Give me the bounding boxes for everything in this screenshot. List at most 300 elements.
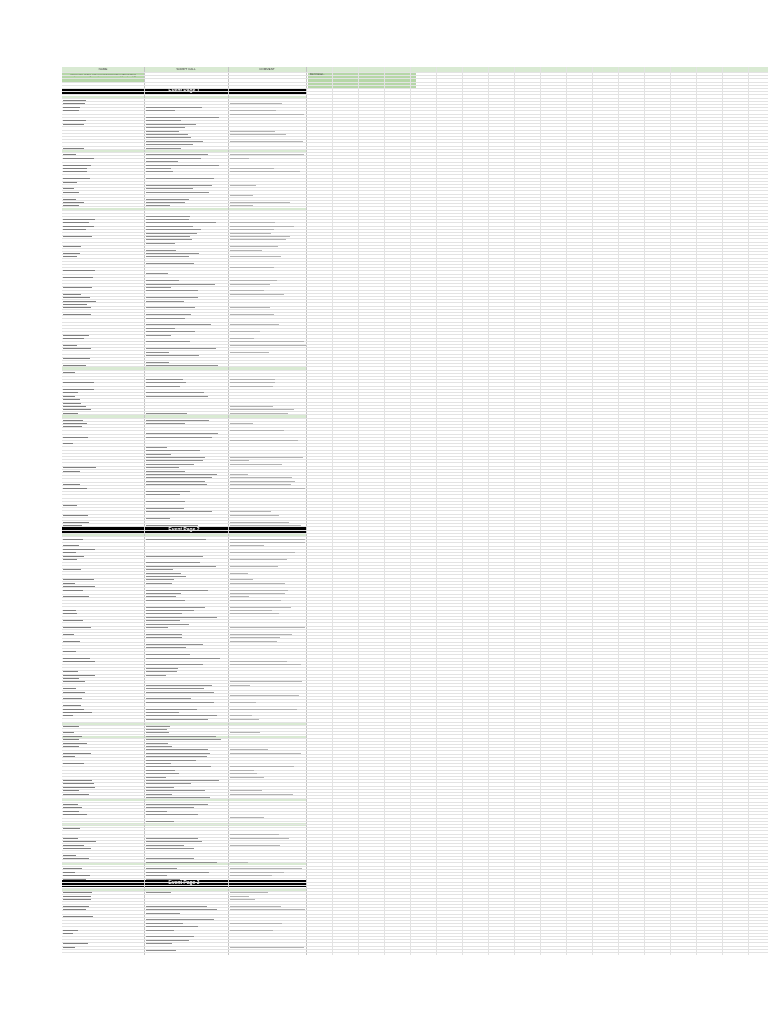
script-cell-text: [146, 501, 185, 502]
grid-row-line: [62, 638, 768, 639]
script-cell-text: [146, 892, 171, 893]
comment-cell-text: [230, 522, 289, 523]
script-cell-text: [146, 222, 216, 223]
script-cell-text: [146, 518, 170, 519]
grid-row-line: [62, 274, 768, 275]
script-cell-text: [146, 243, 175, 244]
grid-row-line: [62, 901, 768, 902]
script-cell-text: [146, 477, 212, 478]
comment-cell-text: [230, 773, 257, 774]
comment-cell-text: [230, 899, 255, 900]
script-cell-text: [146, 726, 170, 727]
script-cell-text: [146, 841, 202, 842]
script-cell-text: [146, 644, 203, 645]
grid-row-line: [62, 370, 768, 371]
grid-row-line: [62, 85, 768, 86]
grid-row-line: [62, 558, 768, 559]
comment-cell-text: [230, 246, 278, 247]
script-cell-text: [146, 739, 221, 740]
script-cell-text: [146, 613, 182, 614]
comment-cell-text: [230, 185, 256, 186]
name-cell-text: [63, 780, 92, 781]
script-cell-text: [146, 355, 199, 356]
script-cell-text: [146, 185, 212, 186]
grid-row-line: [62, 261, 768, 262]
grid-row-line: [62, 440, 768, 441]
column-header-name[interactable]: NAME: [62, 67, 144, 72]
name-cell-text: [63, 389, 94, 390]
name-cell-text: [63, 382, 94, 383]
name-cell-text: [63, 205, 79, 206]
comment-cell-text: [230, 294, 284, 295]
comment-cell-text: [230, 610, 272, 611]
name-cell-text: [63, 107, 80, 108]
name-cell-text: [63, 658, 90, 659]
grid-row-line: [62, 430, 768, 431]
comment-cell-text: [230, 314, 274, 315]
header-note-right: Don't forget...: [308, 72, 416, 88]
name-cell-text: [63, 811, 79, 812]
name-cell-text: [63, 202, 84, 203]
name-cell-text: [63, 872, 75, 873]
script-cell-text: [146, 379, 183, 380]
comment-cell-text: [230, 202, 290, 203]
name-cell-text: [63, 590, 83, 591]
comment-cell-text: [230, 488, 305, 489]
script-cell-text: [146, 732, 169, 733]
script-cell-text: [146, 950, 176, 951]
script-cell-text: [146, 913, 180, 914]
name-cell-text: [63, 933, 73, 934]
name-cell-text: [63, 556, 84, 557]
name-cell-text: [63, 559, 77, 560]
comment-cell-text: [230, 413, 288, 414]
name-cell-text: [63, 692, 85, 693]
band-event-page-1: Event Page 1: [62, 88, 306, 95]
script-cell-text: [146, 790, 205, 791]
script-cell-text: [146, 848, 194, 849]
script-cell-text: [146, 165, 219, 166]
comment-cell-text: [230, 233, 271, 234]
comment-cell-text: [230, 110, 276, 111]
comment-cell-text: [230, 909, 305, 910]
comment-cell-text: [230, 141, 303, 142]
script-cell-text: [146, 875, 167, 876]
script-cell-text: [146, 858, 194, 859]
grid-row-line: [62, 520, 768, 521]
script-cell-text: [146, 199, 189, 200]
comment-cell-text: [230, 862, 248, 863]
script-cell-text: [146, 600, 185, 601]
comment-cell-text: [230, 307, 270, 308]
script-cell-text: [146, 318, 185, 319]
grid-row-line: [62, 366, 768, 367]
grid-row-line: [62, 933, 768, 934]
script-cell-text: [146, 770, 175, 771]
name-cell-text: [63, 906, 89, 907]
grid-row-line: [62, 194, 768, 195]
comment-cell-text: [230, 331, 260, 332]
script-cell-text: [146, 450, 200, 451]
name-cell-text: [63, 199, 76, 200]
comment-cell-text: [230, 600, 281, 601]
script-cell-text: [146, 868, 177, 869]
script-cell-text: [146, 593, 181, 594]
grid-row-line: [62, 744, 768, 745]
name-cell-text: [63, 726, 79, 727]
comment-cell-text: [230, 794, 293, 795]
comment-cell-text: [230, 284, 270, 285]
name-cell-text: [63, 651, 76, 652]
name-cell-text: [63, 879, 86, 880]
grid-row-line: [62, 546, 768, 547]
comment-cell-text: [230, 834, 279, 835]
grid-row-line: [62, 722, 768, 723]
script-cell-text: [146, 936, 194, 937]
grid-row-line: [62, 488, 768, 489]
script-cell-text: [146, 280, 179, 281]
script-cell-text: [146, 324, 211, 325]
script-cell-text: [146, 474, 217, 475]
script-cell-text: [146, 120, 181, 121]
grid-row-line: [62, 254, 768, 255]
script-cell-text: [146, 688, 204, 689]
script-cell-text: [146, 508, 184, 509]
script-cell-text: [146, 763, 171, 764]
grid-row-line: [62, 373, 768, 374]
comment-cell-text: [230, 695, 299, 696]
script-cell-text: [146, 620, 180, 621]
grid-row-line: [62, 696, 768, 697]
name-cell-text: [63, 838, 78, 839]
script-cell-text: [146, 607, 205, 608]
comment-cell-text: [230, 590, 288, 591]
comment-cell-text: [230, 559, 287, 560]
grid-row-line: [62, 552, 768, 553]
name-cell-text: [63, 277, 93, 278]
script-cell-text: [146, 392, 204, 393]
script-cell-text: [146, 675, 166, 676]
comment-cell-text: [230, 406, 273, 407]
grid-row-line: [62, 754, 768, 755]
comment-cell-text: [230, 552, 295, 553]
grid-row-line: [62, 104, 768, 105]
name-cell-text: [63, 148, 84, 149]
name-cell-text: [63, 848, 91, 849]
name-cell-text: [63, 154, 76, 155]
comment-cell-text: [230, 817, 264, 818]
grid-row-line: [62, 475, 768, 476]
script-cell-text: [146, 433, 218, 434]
comment-cell-text: [230, 341, 304, 342]
grid-row-line: [62, 174, 768, 175]
comment-cell-text: [230, 168, 274, 169]
script-cell-text: [146, 352, 169, 353]
comment-cell-text: [230, 345, 306, 346]
name-cell-text: [63, 345, 77, 346]
grid-row-line: [62, 629, 768, 630]
comment-cell-text: [230, 906, 281, 907]
name-cell-text: [63, 875, 90, 876]
grid-row-line: [62, 514, 768, 515]
grid-row-line: [62, 661, 768, 662]
script-cell-text: [146, 494, 180, 495]
name-cell-text: [63, 868, 82, 869]
grid-row-line: [62, 859, 768, 860]
script-cell-text: [146, 590, 208, 591]
grid-row-line: [62, 91, 768, 92]
script-cell-text: [146, 746, 172, 747]
comment-cell-text: [230, 664, 301, 665]
grid-row-line: [62, 885, 768, 886]
script-cell-text: [146, 290, 198, 291]
script-cell-text: [146, 226, 193, 227]
comment-cell-text: [230, 930, 273, 931]
script-cell-text: [146, 460, 203, 461]
name-cell-text: [63, 746, 79, 747]
script-cell-text: [146, 467, 179, 468]
comment-cell-text: [230, 103, 282, 104]
comment-cell-text: [230, 868, 302, 869]
name-cell-text: [63, 488, 87, 489]
grid-row-line: [62, 549, 768, 550]
comment-cell-text: [230, 627, 305, 628]
name-cell-text: [63, 739, 79, 740]
comment-cell-text: [230, 923, 282, 924]
comment-cell-text: [230, 573, 248, 574]
name-cell-text: [63, 610, 76, 611]
comment-cell-text: [230, 352, 269, 353]
comment-cell-text: [230, 134, 286, 135]
script-cell-text: [146, 382, 186, 383]
comment-cell-text: [230, 749, 268, 750]
name-cell-text: [63, 909, 86, 910]
name-cell-text: [63, 545, 79, 546]
script-cell-text: [146, 736, 216, 737]
grid-row-line: [62, 894, 768, 895]
comment-cell-text: [230, 947, 304, 948]
grid-row-line: [62, 581, 768, 582]
script-cell-text: [146, 610, 194, 611]
comment-cell-text: [230, 267, 274, 268]
grid-row-line: [62, 264, 768, 265]
script-cell-text: [146, 909, 217, 910]
grid-row-line: [62, 741, 768, 742]
comment-cell-text: [230, 579, 253, 580]
name-cell-text: [63, 627, 91, 628]
script-cell-text: [146, 637, 182, 638]
name-cell-text: [63, 858, 89, 859]
grid-row-line: [62, 427, 768, 428]
name-cell-text: [63, 756, 75, 757]
name-cell-text: [63, 814, 87, 815]
grid-row-line: [62, 818, 768, 819]
grid-row-line: [62, 907, 768, 908]
name-cell-text: [63, 549, 95, 550]
script-cell-text: [146, 511, 212, 512]
name-cell-text: [63, 807, 82, 808]
script-cell-text: [146, 331, 195, 332]
comment-cell-text: [230, 732, 260, 733]
grid-row-line: [62, 267, 768, 268]
comment-cell-text: [230, 474, 248, 475]
name-cell-text: [63, 855, 76, 856]
script-cell-text: [146, 780, 219, 781]
grid-row-line: [62, 318, 768, 319]
grid-row-line: [62, 203, 768, 204]
grid-row-line: [62, 181, 768, 182]
name-cell-text: [63, 620, 83, 621]
grid-row-line: [62, 357, 768, 358]
script-cell-text: [146, 685, 212, 686]
comment-cell-text: [230, 481, 295, 482]
script-cell-text: [146, 481, 205, 482]
grid-row-line: [62, 856, 768, 857]
grid-row-line: [62, 750, 768, 751]
script-cell-text: [146, 821, 174, 822]
spreadsheet: [62, 67, 768, 955]
script-cell-text: [146, 804, 208, 805]
script-cell-text: [146, 624, 189, 625]
comment-cell-text: [230, 239, 286, 240]
script-cell-text: [146, 794, 172, 795]
script-cell-text: [146, 307, 195, 308]
name-cell-text: [63, 158, 94, 159]
grid-row-line: [62, 699, 768, 700]
script-cell-text: [146, 773, 179, 774]
script-cell-text: [146, 154, 208, 155]
name-cell-text: [63, 120, 86, 121]
grid-row-line: [62, 584, 768, 585]
grid-row-line: [62, 322, 768, 323]
name-cell-text: [63, 505, 77, 506]
column-header-comment[interactable]: COMMENT: [228, 67, 306, 72]
grid-row-line: [62, 808, 768, 809]
comment-cell-text: [230, 661, 287, 662]
script-cell-text: [146, 137, 191, 138]
script-cell-text: [146, 124, 196, 125]
grid-row-line: [62, 533, 768, 534]
name-cell-text: [63, 634, 74, 635]
name-cell-text: [63, 552, 76, 553]
name-cell-text: [63, 688, 76, 689]
name-cell-text: [63, 168, 87, 169]
column-header-script-call[interactable]: SCRIPT CALL: [144, 67, 228, 72]
script-cell-text: [146, 783, 191, 784]
script-cell-text: [146, 573, 181, 574]
script-cell-text: [146, 219, 189, 220]
script-cell-text: [146, 777, 166, 778]
name-cell-text: [63, 947, 75, 948]
grid-row-line: [62, 482, 768, 483]
name-cell-text: [63, 403, 81, 404]
name-cell-text: [63, 226, 94, 227]
script-cell-text: [146, 110, 175, 111]
script-cell-text: [146, 161, 178, 162]
script-cell-text: [146, 943, 172, 944]
comment-cell-text: [230, 777, 264, 778]
name-cell-text: [63, 841, 96, 842]
grid-row-line: [62, 693, 768, 694]
comment-cell-text: [230, 685, 250, 686]
name-cell-text: [63, 297, 90, 298]
script-cell-text: [146, 634, 182, 635]
grid-row-line: [62, 149, 768, 150]
script-cell-text: [146, 658, 220, 659]
script-cell-text: [146, 539, 206, 540]
name-cell-text: [63, 539, 83, 540]
script-cell-text: [146, 583, 172, 584]
script-cell-text: [146, 702, 214, 703]
comment-cell-text: [230, 596, 249, 597]
script-cell-text: [146, 712, 179, 713]
comment-cell-text: [230, 545, 264, 546]
grid-row-line: [62, 635, 768, 636]
script-cell-text: [146, 562, 200, 563]
name-cell-text: [63, 783, 94, 784]
grid-row-line: [62, 72, 768, 73]
script-cell-text: [146, 671, 177, 672]
name-cell-text: [63, 314, 91, 315]
name-cell-text: [63, 678, 79, 679]
comment-cell-text: [230, 158, 249, 159]
script-cell-text: [146, 168, 171, 169]
name-cell-text: [63, 675, 95, 676]
script-cell-text: [146, 233, 197, 234]
grid-row-line: [62, 834, 768, 835]
grid-row-line: [62, 270, 768, 271]
comment-cell-text: [230, 770, 254, 771]
script-cell-text: [146, 838, 198, 839]
name-cell-text: [63, 100, 86, 101]
script-cell-text: [146, 250, 176, 251]
comment-cell-text: [230, 539, 305, 540]
grid-row-line: [62, 651, 768, 652]
grid-row-line: [62, 603, 768, 604]
name-cell-text: [63, 437, 88, 438]
name-cell-text: [63, 222, 89, 223]
comment-cell-text: [230, 386, 273, 387]
script-cell-text: [146, 919, 214, 920]
script-cell-text: [146, 923, 183, 924]
name-cell-text: [63, 709, 84, 710]
grid-row-line: [62, 853, 768, 854]
script-cell-text: [146, 253, 199, 254]
band-event-page-3: Event Page 3: [62, 880, 306, 887]
script-cell-text: [146, 362, 169, 363]
script-cell-text: [146, 348, 216, 349]
name-cell-text: [63, 715, 73, 716]
comment-cell-text: [230, 593, 285, 594]
script-cell-text: [146, 484, 207, 485]
script-cell-text: [146, 205, 170, 206]
name-cell-text: [63, 794, 89, 795]
comment-cell-text: [230, 702, 256, 703]
grid-row-line: [62, 805, 768, 806]
name-cell-text: [63, 335, 89, 336]
grid-row-line: [62, 830, 768, 831]
grid-row-line: [62, 674, 768, 675]
grid-row-line: [62, 206, 768, 207]
script-cell-text: [146, 178, 214, 179]
name-cell-text: [63, 443, 73, 444]
script-cell-text: [146, 171, 173, 172]
name-cell-text: [63, 930, 78, 931]
name-cell-text: [63, 736, 82, 737]
script-cell-text: [146, 420, 209, 421]
script-cell-text: [146, 756, 207, 757]
grid-row-line: [62, 888, 768, 889]
